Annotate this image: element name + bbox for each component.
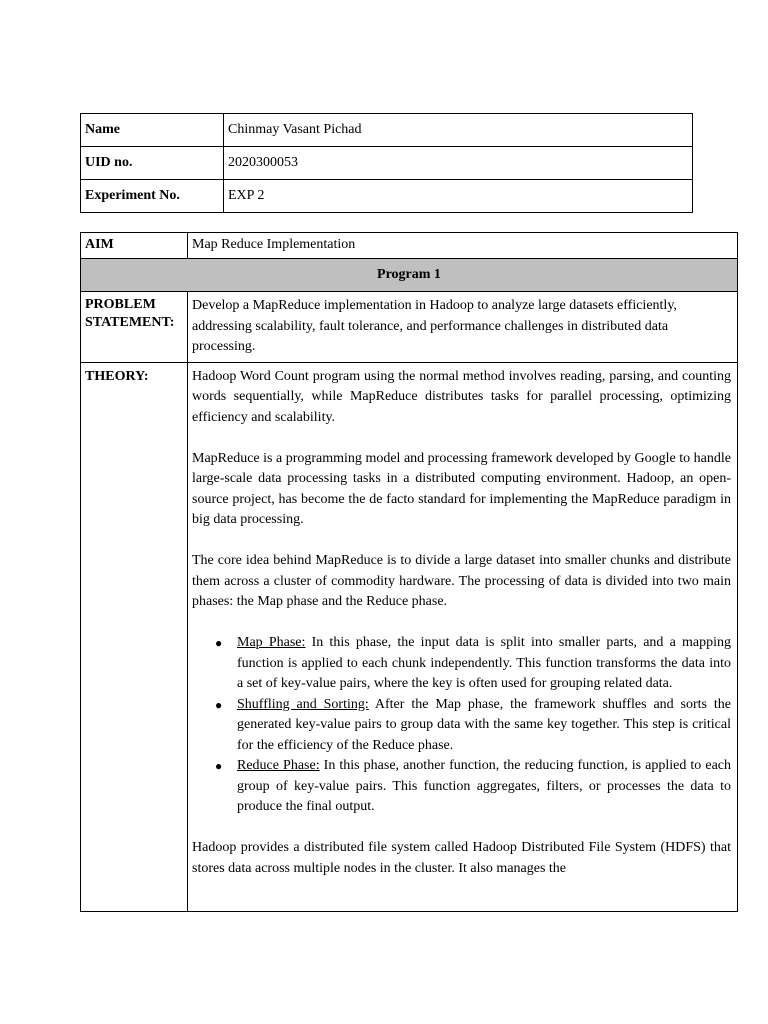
- problem-statement-row: [81, 292, 738, 363]
- name-value: Chinmay Vasant Pichad: [224, 114, 693, 147]
- map-phase-text: In this phase, the input data is split into smaller parts, and a mapping function is applied to each chunk independently. This function transforms the data into a set of key-value pairs, where the key is often used for grouping related data.: [237, 635, 732, 691]
- bullet-icon: ●: [215, 697, 223, 712]
- aim-label: AIM: [81, 233, 188, 259]
- theory-paragraph-4: Hadoop provides a distributed file system called Hadoop Distributed File System (HDFS) that stores data across multiple nodes in the cluster. It also manages the: [192, 840, 731, 876]
- name-row: [81, 114, 693, 147]
- list-item: [215, 695, 731, 757]
- theory-label: THEORY:: [81, 362, 188, 911]
- bullet-icon: ●: [215, 759, 223, 773]
- theory-row: [81, 362, 738, 911]
- map-phase-term: Map Phase:: [237, 635, 306, 650]
- theory-paragraph-3: The core idea behind MapReduce is to divide a large dataset into smaller chunks and distribute them across a cluster of commodity hardware. The processing of data is divided into two main phases: the Map phase and the Reduce phase.: [192, 553, 731, 609]
- aim-row: [81, 233, 738, 259]
- shuffling-sorting-term: Shuffling and Sorting:: [237, 696, 369, 712]
- theory-paragraph-2: MapReduce is a programming model and processing framework developed by Google to handle large-scale data processing tasks in a distributed computing environment. Hadoop, an open-source project, has become the de facto standard for implementing the MapReduce paradigm in big data processing.: [192, 450, 731, 527]
- theory-content: [188, 362, 738, 911]
- uid-row: [81, 147, 693, 180]
- name-label: Name: [81, 114, 224, 147]
- theory-paragraph-1: Hadoop Word Count program using the normal method involves reading, parsing, and counting words sequentially, while MapReduce distributes tasks for parallel processing, optimizing efficiency and scalability.: [192, 368, 731, 425]
- experiment-value: EXP 2: [224, 180, 693, 213]
- experiment-label: Experiment No.: [81, 180, 224, 213]
- program-heading-row: [81, 259, 738, 292]
- experiment-table: [80, 232, 738, 912]
- bullet-icon: ●: [215, 636, 223, 650]
- experiment-row: [81, 180, 693, 213]
- phase-list: [192, 633, 731, 818]
- uid-value: 2020300053: [224, 147, 693, 180]
- shuffling-sorting-text: After the Map phase, the framework shuffles and sorts the generated key-value pairs to group data with the same key together. This step is critical for the efficiency of the Reduce phase.: [237, 696, 731, 753]
- student-info-table: [80, 113, 693, 213]
- reduce-phase-text: In this phase, another function, the reducing function, is applied to each group of key-value pairs. This function aggregates, filters, or processes the data to produce the final output.: [237, 758, 732, 814]
- list-item: [215, 756, 732, 818]
- problem-statement-text: Develop a MapReduce implementation in Hadoop to analyze large datasets efficiently, addressing scalability, fault tolerance, and performance challenges in distributed data processing.: [188, 292, 738, 363]
- list-item: [215, 633, 732, 695]
- problem-statement-label: PROBLEM STATEMENT:: [81, 292, 188, 363]
- program-heading: Program 1: [81, 259, 738, 292]
- aim-value: Map Reduce Implementation: [188, 233, 738, 259]
- reduce-phase-term: Reduce Phase:: [237, 758, 320, 773]
- uid-label: UID no.: [81, 147, 224, 180]
